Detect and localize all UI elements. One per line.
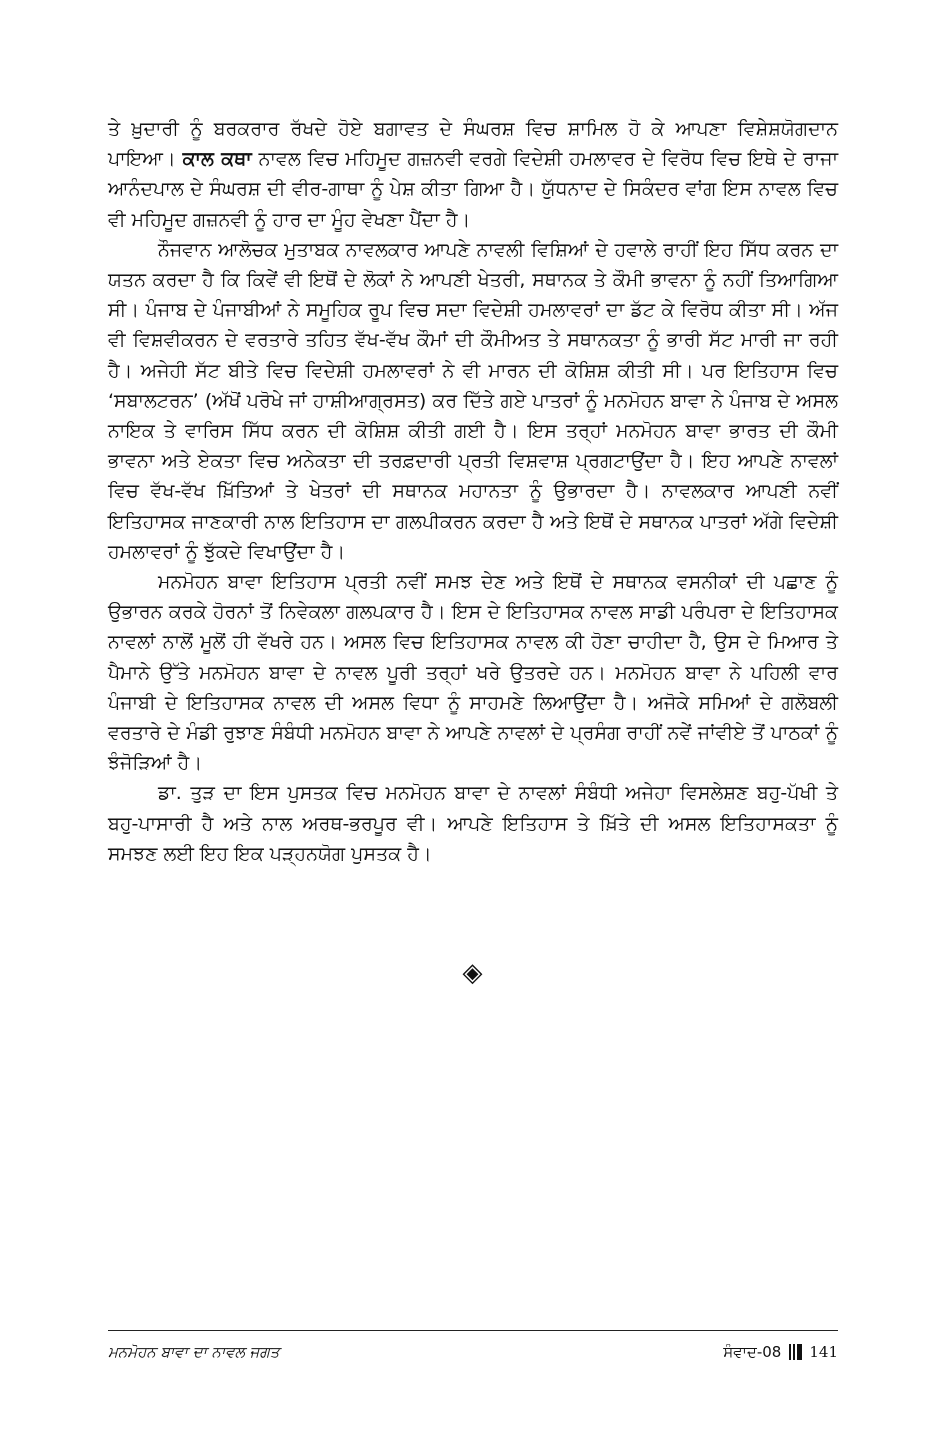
- paragraph-1: [108, 114, 838, 235]
- issue-label: ਸੰਵਾਦ-08: [723, 1343, 782, 1361]
- paragraph-1-text-b: ਨਾਵਲ ਵਿਚ ਮਹਿਮੂਦ ਗਜ਼ਨਵੀ ਵਰਗੇ ਵਿਦੇਸ਼ੀ ਹਮਲਾਵਰ ਦੇ ਵਿਰੋਧ ਵਿਚ ਇਥੇ ਦੇ ਰਾਜਾ ਆਨੰਦਪਾਲ ਦੇ ਸੰਘਰਸ਼ ਦੀ ਵੀਰ-ਗਾਥਾ ਨੂੰ ਪੇਸ਼ ਕੀਤਾ ਗਿਆ ਹੈ। ਯੁੱਧਨਾਦ ਦੇ ਸਿਕੰਦਰ ਵਾਂਗ ਇਸ ਨਾਵਲ ਵਿਚ ਵੀ ਮਹਿਮੂਦ ਗਜ਼ਨਵੀ ਨੂੰ ਹਾਰ ਦਾ ਮੂੰਹ ਵੇਖਣਾ ਪੈਂਦਾ ਹੈ।: [108, 148, 839, 231]
- footer-right-group: [723, 1339, 838, 1365]
- page-number: 141: [809, 1343, 838, 1361]
- section-end-ornament-icon: ◈: [462, 958, 483, 988]
- novel-title-kaal-katha: ਕਾਲ ਕਥਾ: [182, 148, 252, 171]
- footer-rule: [108, 1330, 838, 1331]
- page-body: [108, 114, 838, 869]
- paragraph-2: ਨੌਜਵਾਨ ਆਲੋਚਕ ਮੁਤਾਬਕ ਨਾਵਲਕਾਰ ਆਪਣੇ ਨਾਵਲੀ ਵਿਸ਼ਿਆਂ ਦੇ ਹਵਾਲੇ ਰਾਹੀਂ ਇਹ ਸਿੱਧ ਕਰਨ ਦਾ ਯਤਨ ਕਰਦਾ ਹੈ ਕਿ ਕਿਵੇਂ ਵੀ ਇਥੋਂ ਦੇ ਲੋਕਾਂ ਨੇ ਆਪਣੀ ਖੇਤਰੀ, ਸਥਾਨਕ ਤੇ ਕੌਮੀ ਭਾਵਨਾ ਨੂੰ ਨਹੀਂ ਤਿਆਗਿਆ ਸੀ। ਪੰਜਾਬ ਦੇ ਪੰਜਾਬੀਆਂ ਨੇ ਸਮੂਹਿਕ ਰੂਪ ਵਿਚ ਸਦਾ ਵਿਦੇਸ਼ੀ ਹਮਲਾਵਰਾਂ ਦਾ ਡੱਟ ਕੇ ਵਿਰੋਧ ਕੀਤਾ ਸੀ। ਅੱਜ ਵੀ ਵਿਸ਼ਵੀਕਰਨ ਦੇ ਵਰਤਾਰੇ ਤਹਿਤ ਵੱਖ-ਵੱਖ ਕੌਮਾਂ ਦੀ ਕੌਮੀਅਤ ਤੇ ਸਥਾਨਕਤਾ ਨੂੰ ਭਾਰੀ ਸੱਟ ਮਾਰੀ ਜਾ ਰਹੀ ਹੈ। ਅਜੇਹੀ ਸੱਟ ਬੀਤੇ ਵਿਚ ਵਿਦੇਸ਼ੀ ਹਮਲਾਵਰਾਂ ਨੇ ਵੀ ਮਾਰਨ ਦੀ ਕੋਸ਼ਿਸ਼ ਕੀਤੀ ਸੀ। ਪਰ ਇਤਿਹਾਸ ਵਿਚ ‘ਸਬਾਲਟਰਨ’ (ਅੱਖੋਂ ਪਰੋਖੇ ਜਾਂ ਹਾਸ਼ੀਆਗ੍ਰਸਤ) ਕਰ ਦਿੱਤੇ ਗਏ ਪਾਤਰਾਂ ਨੂੰ ਮਨਮੋਹਨ ਬਾਵਾ ਨੇ ਪੰਜਾਬ ਦੇ ਅਸਲ ਨਾਇਕ ਤੇ ਵਾਰਿਸ ਸਿੱਧ ਕਰਨ ਦੀ ਕੋਸ਼ਿਸ਼ ਕੀਤੀ ਗਈ ਹੈ। ਇਸ ਤਰ੍ਹਾਂ ਮਨਮੋਹਨ ਬਾਵਾ ਭਾਰਤ ਦੀ ਕੌਮੀ ਭਾਵਨਾ ਅਤੇ ਏਕਤਾ ਵਿਚ ਅਨੇਕਤਾ ਦੀ ਤਰਫ਼ਦਾਰੀ ਪ੍ਰਤੀ ਵਿਸ਼ਵਾਸ਼ ਪ੍ਰਗਟਾਉਂਦਾ ਹੈ। ਇਹ ਆਪਣੇ ਨਾਵਲਾਂ ਵਿਚ ਵੱਖ-ਵੱਖ ਖ਼ਿੱਤਿਆਂ ਤੇ ਖੇਤਰਾਂ ਦੀ ਸਥਾਨਕ ਮਹਾਨਤਾ ਨੂੰ ਉਭਾਰਦਾ ਹੈ। ਨਾਵਲਕਾਰ ਆਪਣੀ ਨਵੀਂ ਇਤਿਹਾਸਕ ਜਾਣਕਾਰੀ ਨਾਲ ਇਤਿਹਾਸ ਦਾ ਗਲਪੀਕਰਨ ਕਰਦਾ ਹੈ ਅਤੇ ਇਥੋਂ ਦੇ ਸਥਾਨਕ ਪਾਤਰਾਂ ਅੱਗੇ ਵਿਦੇਸ਼ੀ ਹਮਲਾਵਰਾਂ ਨੂੰ ਝੁੱਕਦੇ ਵਿਖਾਉਂਦਾ ਹੈ।: [108, 238, 838, 563]
- paragraph-4: ਡਾ. ਤੁੜ ਦਾ ਇਸ ਪੁਸਤਕ ਵਿਚ ਮਨਮੋਹਨ ਬਾਵਾ ਦੇ ਨਾਵਲਾਂ ਸੰਬੰਧੀ ਅਜੇਹਾ ਵਿਸਲੇਸ਼ਣ ਬਹੁ-ਪੱਖੀ ਤੇ ਬਹੁ-ਪਾਸਾਰੀ ਹੈ ਅਤੇ ਨਾਲ ਅਰਥ-ਭਰਪੂਰ ਵੀ। ਆਪਣੇ ਇਤਿਹਾਸ ਤੇ ਖ਼ਿੱਤੇ ਦੀ ਅਸਲ ਇਤਿਹਾਸਕਤਾ ਨੂੰ ਸਮਝਣ ਲਈ ਇਹ ਇਕ ਪੜ੍ਹਨਯੋਗ ਪੁਸਤਕ ਹੈ।: [108, 782, 838, 865]
- bars-icon: [789, 1344, 803, 1360]
- running-title: ਮਨਮੋਹਨ ਬਾਵਾ ਦਾ ਨਾਵਲ ਜਗਤ: [108, 1343, 280, 1361]
- paragraph-3: ਮਨਮੋਹਨ ਬਾਵਾ ਇਤਿਹਾਸ ਪ੍ਰਤੀ ਨਵੀਂ ਸਮਝ ਦੇਣ ਅਤੇ ਇਥੋਂ ਦੇ ਸਥਾਨਕ ਵਸਨੀਕਾਂ ਦੀ ਪਛਾਣ ਨੂੰ ਉਭਾਰਨ ਕਰਕੇ ਹੋਰਨਾਂ ਤੋਂ ਨਿਵੇਕਲਾ ਗਲਪਕਾਰ ਹੈ। ਇਸ ਦੇ ਇਤਿਹਾਸਕ ਨਾਵਲ ਸਾਡੀ ਪਰੰਪਰਾ ਦੇ ਇਤਿਹਾਸਕ ਨਾਵਲਾਂ ਨਾਲੋਂ ਮੂਲੋਂ ਹੀ ਵੱਖਰੇ ਹਨ। ਅਸਲ ਵਿਚ ਇਤਿਹਾਸਕ ਨਾਵਲ ਕੀ ਹੋਣਾ ਚਾਹੀਦਾ ਹੈ, ਉਸ ਦੇ ਮਿਆਰ ਤੇ ਪੈਮਾਨੇ ਉੱਤੇ ਮਨਮੋਹਨ ਬਾਵਾ ਦੇ ਨਾਵਲ ਪੂਰੀ ਤਰ੍ਹਾਂ ਖਰੇ ਉਤਰਦੇ ਹਨ। ਮਨਮੋਹਨ ਬਾਵਾ ਨੇ ਪਹਿਲੀ ਵਾਰ ਪੰਜਾਬੀ ਦੇ ਇਤਿਹਾਸਕ ਨਾਵਲ ਦੀ ਅਸਲ ਵਿਧਾ ਨੂੰ ਸਾਹਮਣੇ ਲਿਆਉਂਦਾ ਹੈ। ਅਜੋਕੇ ਸਮਿਆਂ ਦੇ ਗਲੋਬਲੀ ਵਰਤਾਰੇ ਦੇ ਮੰਡੀ ਰੁਝਾਣ ਸੰਬੰਧੀ ਮਨਮੋਹਨ ਬਾਵਾ ਨੇ ਆਪਣੇ ਨਾਵਲਾਂ ਦੇ ਪ੍ਰਸੰਗ ਰਾਹੀਂ ਨਵੇਂ ਜਾਂਵੀਏ ਤੋਂ ਪਾਠਕਾਂ ਨੂੰ ਝੰਜੋੜਿਆਂ ਹੈ।: [108, 571, 838, 775]
- paragraph-1-text-a: ਤੇ ਖ਼ੁਦਾਰੀ ਨੂੰ ਬਰਕਰਾਰ ਰੱਖਦੇ ਹੋਏ ਬਗਾਵਤ ਦੇ ਸੰਘਰਸ਼ ਵਿਚ ਸ਼ਾਮਿਲ ਹੋ ਕੇ ਆਪਣਾ ਵਿਸ਼ੇਸ਼ਯੋਗਦਾਨ ਪਾਇਆ।: [108, 118, 838, 171]
- page-footer: [108, 1339, 838, 1365]
